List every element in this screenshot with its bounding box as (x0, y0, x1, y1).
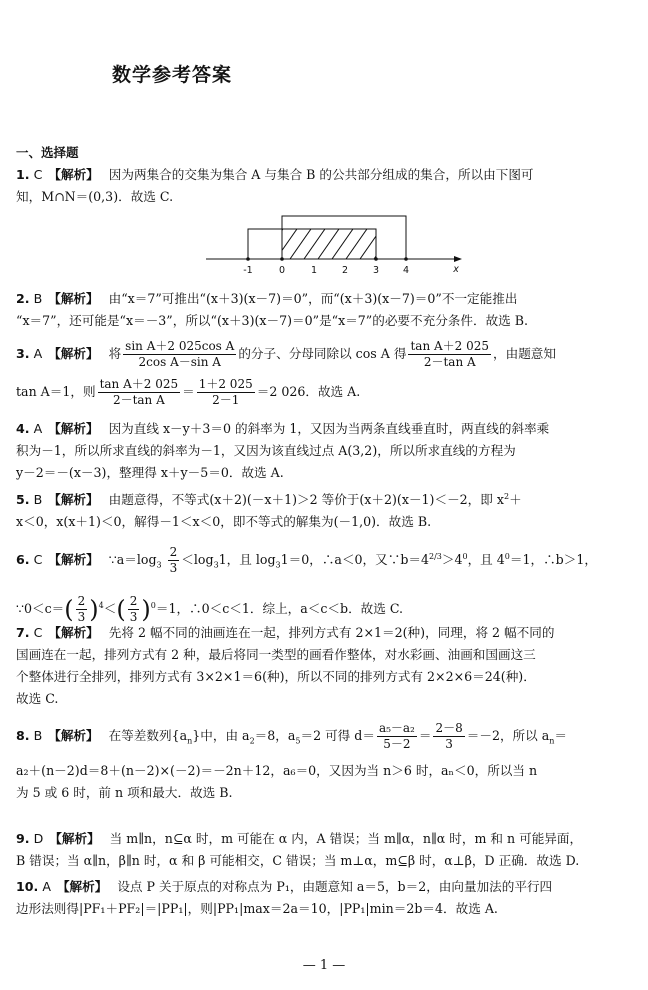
text-run: ＝1，∴0＜c＜1．综上，a＜c＜b．故选 C. (155, 600, 404, 616)
question-number: 7. (16, 625, 30, 640)
explanation-line: a₂＋(n－2)d＝8＋(n－2)×(－2)＝－2n＋12，a₆＝0，又因为当 n＞6 时，aₙ＜0，所以当 n (16, 762, 538, 778)
explanation-line: “x＝7”，还可能是“x＝－3”，所以“(x＋3)(x－7)＝0”是“x＝7”的必要不充分条件．故选 B. (16, 313, 529, 328)
question-number: 9. (16, 831, 30, 846)
section-heading: 一、选择题 (16, 145, 79, 160)
tick-label: -1 (243, 265, 253, 276)
numerator: 2 (129, 593, 138, 608)
text-run: ＝1，∴b＞1， (509, 552, 597, 568)
question-6: 6. C 【解析】 $\because a=\log_3$ $\frac{2}{3}$ $<\log_31$，且 $\log_31=0$，∴a＜0，又$\because b=4^{2/3}>4^0$，且 $4^0=1$，∴b＞1， ∵0＜c＝( $\frac{2}{3}$ )$^4$＜( $\frac{2}{3}$ )$^0$＝1，∴0＜c＜1．综上，a＜c＜b．故选 C. (16, 545, 597, 624)
denominator: 5－2 (383, 737, 411, 751)
question-4 (16, 418, 634, 484)
question-10 (16, 876, 634, 920)
answer-letter: C (33, 625, 43, 640)
text-run: ∵0＜c＝ (16, 600, 65, 616)
numerator: tan A＋2 025 (410, 339, 490, 353)
denominator: 2－tan A (423, 355, 476, 369)
answer-letter: B (33, 291, 43, 306)
explanation-line: 设点 P 关于原点的对称点为 P₁，由题意知 a＝5，b＝2，由向量加法的平行四 (117, 879, 553, 894)
text-run: ＝2 可得 d＝ (300, 728, 375, 743)
superscript: 2 (503, 492, 510, 501)
denominator: 2－tan A (112, 393, 165, 407)
text-run: ＝8，a (254, 728, 296, 743)
tick-label: 0 (278, 265, 286, 276)
question-number: 1. (16, 167, 30, 182)
fraction (76, 594, 88, 625)
explanation-line: 知，M∩N＝(0,3)．故选 C. (16, 189, 174, 204)
analysis-tag: 【解析】 (48, 167, 99, 182)
numerator: 2 (169, 545, 178, 560)
superscript: 0 (150, 600, 156, 610)
answer-letter: C (33, 552, 43, 568)
fraction (98, 377, 181, 408)
answer-letter: A (33, 346, 43, 361)
answer-letter: A (33, 421, 43, 436)
subscript: 2 (249, 736, 255, 746)
explanation-line: 故选 C. (16, 691, 59, 706)
axis-arrow (454, 256, 462, 262)
explanation-line: 边形法则得|PF₁＋PF₂|＝|PP₁|，则|PP₁|max＝2a＝10，|PP₁|min＝2b＝4．故选 A. (16, 901, 498, 916)
subscript: n (187, 736, 193, 746)
question-9 (16, 828, 634, 872)
answer-letter: B (33, 492, 43, 508)
analysis-tag: 【解析】 (48, 346, 99, 361)
tick-label: 4 (402, 265, 410, 276)
superscript: 2/3 (429, 552, 442, 561)
denominator: 3 (445, 737, 453, 751)
analysis-tag: 【解析】 (48, 291, 99, 306)
numerator: tan A＋2 025 (99, 377, 179, 391)
numerator: a₅－a₂ (378, 721, 415, 735)
text-run: 在等差数列{a (108, 728, 188, 743)
text-run: ＝ (418, 728, 432, 743)
denominator: 2cos A－sin A (138, 355, 221, 369)
explanation-line: 国画连在一起，排列方式有 2 种，最后将同一类型的画看作整体，对水彩画、油画和国画这三 (16, 647, 536, 662)
numerator: sin A＋2 025cos A (125, 339, 235, 353)
explanation-line: 积为－1，所以所求直线的斜率为－1，又因为该直线过点 A(3,2)，所以所求直线的方程为 (16, 443, 516, 458)
fraction (197, 377, 255, 408)
text-run: }中，由 a (192, 728, 250, 743)
text-run: ＋ (509, 492, 522, 508)
fraction (408, 339, 491, 370)
intersection-hatch (262, 216, 404, 259)
explanation-line: y－2＝－(x－3)，整理得 x＋y－5＝0．故选 A. (16, 465, 284, 480)
page-number: — 1 — (302, 958, 346, 973)
question-1 (16, 164, 634, 208)
question-7 (16, 622, 634, 710)
text-run: ＜log (181, 552, 214, 568)
denominator: 2－1 (212, 393, 240, 407)
analysis-tag: 【解析】 (56, 879, 108, 894)
explanation-line: 个整体进行全排列，排列方式有 3×2×1＝6(种)，所以不同的排列方式有 2×2×6＝24(种)． (16, 669, 536, 684)
page-title: 数学参考答案 (112, 64, 233, 86)
analysis-tag: 【解析】 (48, 552, 99, 568)
number-line-diagram (200, 210, 470, 278)
superscript: 0 (504, 552, 510, 561)
analysis-tag: 【解析】 (49, 831, 100, 846)
question-number: 2. (16, 291, 30, 306)
fraction (433, 721, 464, 752)
text-run: 将 (108, 346, 122, 361)
answer-letter: C (33, 167, 43, 182)
question-number: 3. (16, 346, 30, 361)
subscript: 3 (156, 560, 162, 570)
tick-label: 1 (310, 265, 318, 276)
question-number: 10. (16, 879, 39, 894)
text-run: ＜ (103, 600, 117, 616)
numerator: 1＋2 025 (198, 377, 253, 391)
set-b-rect (282, 216, 406, 259)
subscript: n (549, 736, 555, 746)
text-run: ＝－2，所以 a (466, 728, 550, 743)
question-number: 5. (16, 492, 30, 508)
explanation-line: 因为直线 x－y＋3＝0 的斜率为 1，又因为当两条直线垂直时，两直线的斜率乘 (108, 421, 550, 436)
analysis-tag: 【解析】 (48, 728, 99, 743)
explanation-line: 因为两集合的交集为集合 A 与集合 B 的公共部分组成的集合，所以由下图可 (108, 167, 534, 182)
subscript: 3 (275, 560, 281, 570)
text-run: 1，且 log (218, 552, 276, 568)
question-5 (16, 486, 634, 533)
tick-label: 3 (372, 265, 380, 276)
text-run: ，由题意知 (493, 346, 556, 361)
question-number: 8. (16, 728, 30, 743)
question-number: 6. (16, 552, 30, 568)
text-run: 1＝0，∴a＜0，又∵b＝4 (280, 552, 429, 568)
fraction (168, 545, 180, 576)
text-run: ＝ (554, 728, 567, 743)
question-2 (16, 288, 634, 332)
axis-label: x (453, 264, 459, 275)
explanation-line: 由“x＝7”可推出“(x＋3)(x－7)＝0”，而“(x＋3)(x－7)＝0”不一定能推出 (108, 291, 518, 306)
subscript: 3 (213, 560, 219, 570)
text-run: ，且 4 (467, 552, 505, 568)
denominator: 3 (129, 609, 138, 624)
fraction (377, 721, 417, 752)
numerator: 2－8 (435, 721, 463, 735)
explanation-line: 先将 2 幅不同的油画连在一起，排列方式有 2×1＝2(种)，同理，将 2 幅不同的 (108, 625, 555, 640)
analysis-tag: 【解析】 (48, 492, 99, 508)
answer-letter: B (33, 728, 43, 743)
denominator: 3 (77, 609, 86, 624)
explanation-line: 为 5 或 6 时，前 n 项和最大．故选 B. (16, 784, 233, 800)
text-run: tan A＝1，则 (16, 384, 96, 399)
fraction (128, 594, 140, 625)
answer-letter: D (33, 831, 44, 846)
analysis-tag: 【解析】 (48, 421, 99, 436)
text-run: ＝ (182, 384, 195, 399)
explanation-line: B 错误；当 α∥n，β∥n 时，α 和 β 可能相交，C 错误；当 m⊥α，m⊆β 时，α⊥β，D 正确．故选 D. (16, 853, 580, 868)
text-run: 的分子、分母同除以 cos A 得 (238, 346, 407, 361)
fraction (123, 339, 236, 370)
analysis-tag: 【解析】 (48, 625, 99, 640)
superscript: 0 (462, 552, 468, 561)
text-run: ＝2 026．故选 A. (256, 384, 361, 399)
tick-label: 2 (341, 265, 349, 276)
text-run: 由题意得，不等式(x＋2)(－x＋1)＞2 等价于(x＋2)(x－1)＜－2，即 x (108, 492, 504, 508)
answer-letter: A (42, 879, 51, 894)
question-number: 4. (16, 421, 30, 436)
numerator: 2 (77, 593, 86, 608)
question-3 (16, 336, 634, 412)
denominator: 3 (169, 561, 178, 576)
explanation-line: x＜0，x(x＋1)＜0，解得－1＜x＜0，即不等式的解集为(－1,0)．故选 B. (16, 514, 432, 530)
explanation-line: 当 m∥n，n⊆α 时，m 可能在 α 内，A 错误；当 m∥α，n∥α 时，m 和 n 可能异面， (109, 831, 583, 846)
superscript: 4 (98, 600, 104, 610)
text-run: ＞4 (441, 552, 463, 568)
text-run: ∵a＝log (108, 552, 157, 568)
question-8 (16, 718, 634, 804)
subscript: 5 (295, 736, 301, 746)
